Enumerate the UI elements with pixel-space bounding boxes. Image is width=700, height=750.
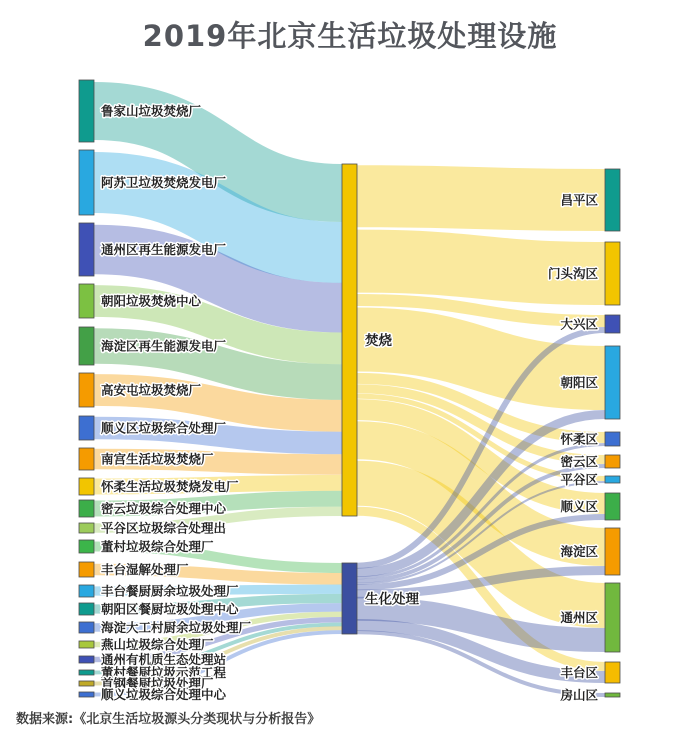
district-node (605, 662, 620, 683)
flow-incineration-to-district (357, 340, 605, 379)
node-label: 海淀区再生能源发电厂 (101, 338, 227, 354)
district-node (605, 476, 620, 483)
node-label: 密云垃圾综合处理中心 (101, 501, 227, 516)
district-node (605, 315, 620, 333)
node-label: 平谷区 (560, 472, 598, 487)
node-label: 朝阳区餐厨垃圾处理中心 (101, 601, 239, 617)
node-label: 鲁家山垃圾焚烧厂 (101, 103, 202, 119)
node-label: 平谷区垃圾综合处理出 (101, 520, 227, 536)
node-label: 通州有机质生态处理站 (101, 652, 227, 667)
district-node (605, 455, 620, 468)
district-node (605, 346, 620, 419)
node-label: 焚烧 (365, 332, 392, 349)
treatment-node (342, 563, 357, 634)
district-node (605, 693, 620, 697)
node-label: 丰台湿解处理厂 (101, 562, 189, 577)
facility-node (79, 523, 94, 533)
node-label: 海淀大工村厨余垃圾处理厂 (101, 620, 252, 635)
node-label: 董村垃圾综合处理厂 (101, 539, 214, 554)
facility-node (79, 562, 94, 577)
facility-node (79, 416, 94, 440)
node-label: 朝阳垃圾焚烧中心 (101, 293, 202, 309)
facility-node (79, 603, 94, 615)
chart-title: 2019年北京生活垃圾处理设施 (142, 19, 558, 53)
node-label: 丰台餐厨厨余垃圾处理厂 (101, 583, 239, 599)
node-label: 首钢餐厨垃圾处理厂 (101, 676, 214, 691)
facility-node (79, 80, 94, 142)
node-label: 朝阳区 (560, 375, 598, 390)
district-node (605, 242, 620, 305)
node-label: 怀柔生活垃圾焚烧发电厂 (101, 479, 239, 494)
node-label: 门头沟区 (547, 266, 598, 281)
facility-node (79, 585, 94, 597)
facility-node (79, 223, 94, 276)
node-label: 昌平区 (560, 192, 598, 208)
node-label: 顺义区垃圾综合处理厂 (101, 420, 227, 436)
data-source-note: 数据来源:《北京生活垃圾源头分类现状与分析报告》 (16, 712, 321, 727)
node-label: 顺义区 (560, 499, 598, 514)
node-label: 生化处理 (365, 591, 419, 608)
node-label: 通州区再生能源发电厂 (101, 242, 227, 257)
node-label: 大兴区 (560, 316, 598, 332)
node-label: 通州区 (560, 610, 598, 625)
facility-node (79, 448, 94, 470)
facility-node (79, 478, 94, 495)
facility-node (79, 622, 94, 633)
node-label: 密云区 (560, 454, 598, 469)
facility-node (79, 656, 94, 663)
district-node (605, 493, 620, 520)
treatment-node (342, 164, 357, 516)
node-label: 南宫生活垃圾焚烧厂 (101, 451, 214, 467)
node-label: 怀柔区 (560, 431, 598, 447)
district-node (605, 169, 620, 231)
facility-node (79, 500, 94, 517)
node-label: 董村餐厨垃圾示范工程 (101, 665, 227, 680)
district-node (605, 528, 620, 575)
facility-node (79, 150, 94, 215)
district-node (605, 583, 620, 652)
node-label: 高安屯垃圾焚烧厂 (101, 382, 202, 398)
node-label: 顺义垃圾综合处理中心 (101, 687, 227, 702)
facility-node (79, 373, 94, 407)
node-label: 海淀区 (560, 544, 598, 559)
district-node (605, 432, 620, 446)
facility-node (79, 641, 94, 648)
node-label: 房山区 (560, 687, 598, 703)
facility-node (79, 681, 94, 686)
facility-node (79, 692, 94, 697)
facility-node (79, 327, 94, 365)
facility-node (79, 670, 94, 675)
node-label: 阿苏卫垃圾焚烧发电厂 (101, 175, 227, 190)
facility-node (79, 284, 94, 318)
facility-node (79, 540, 94, 553)
node-label: 燕山垃圾综合处理厂 (101, 637, 214, 652)
node-label: 丰台区 (560, 665, 598, 680)
